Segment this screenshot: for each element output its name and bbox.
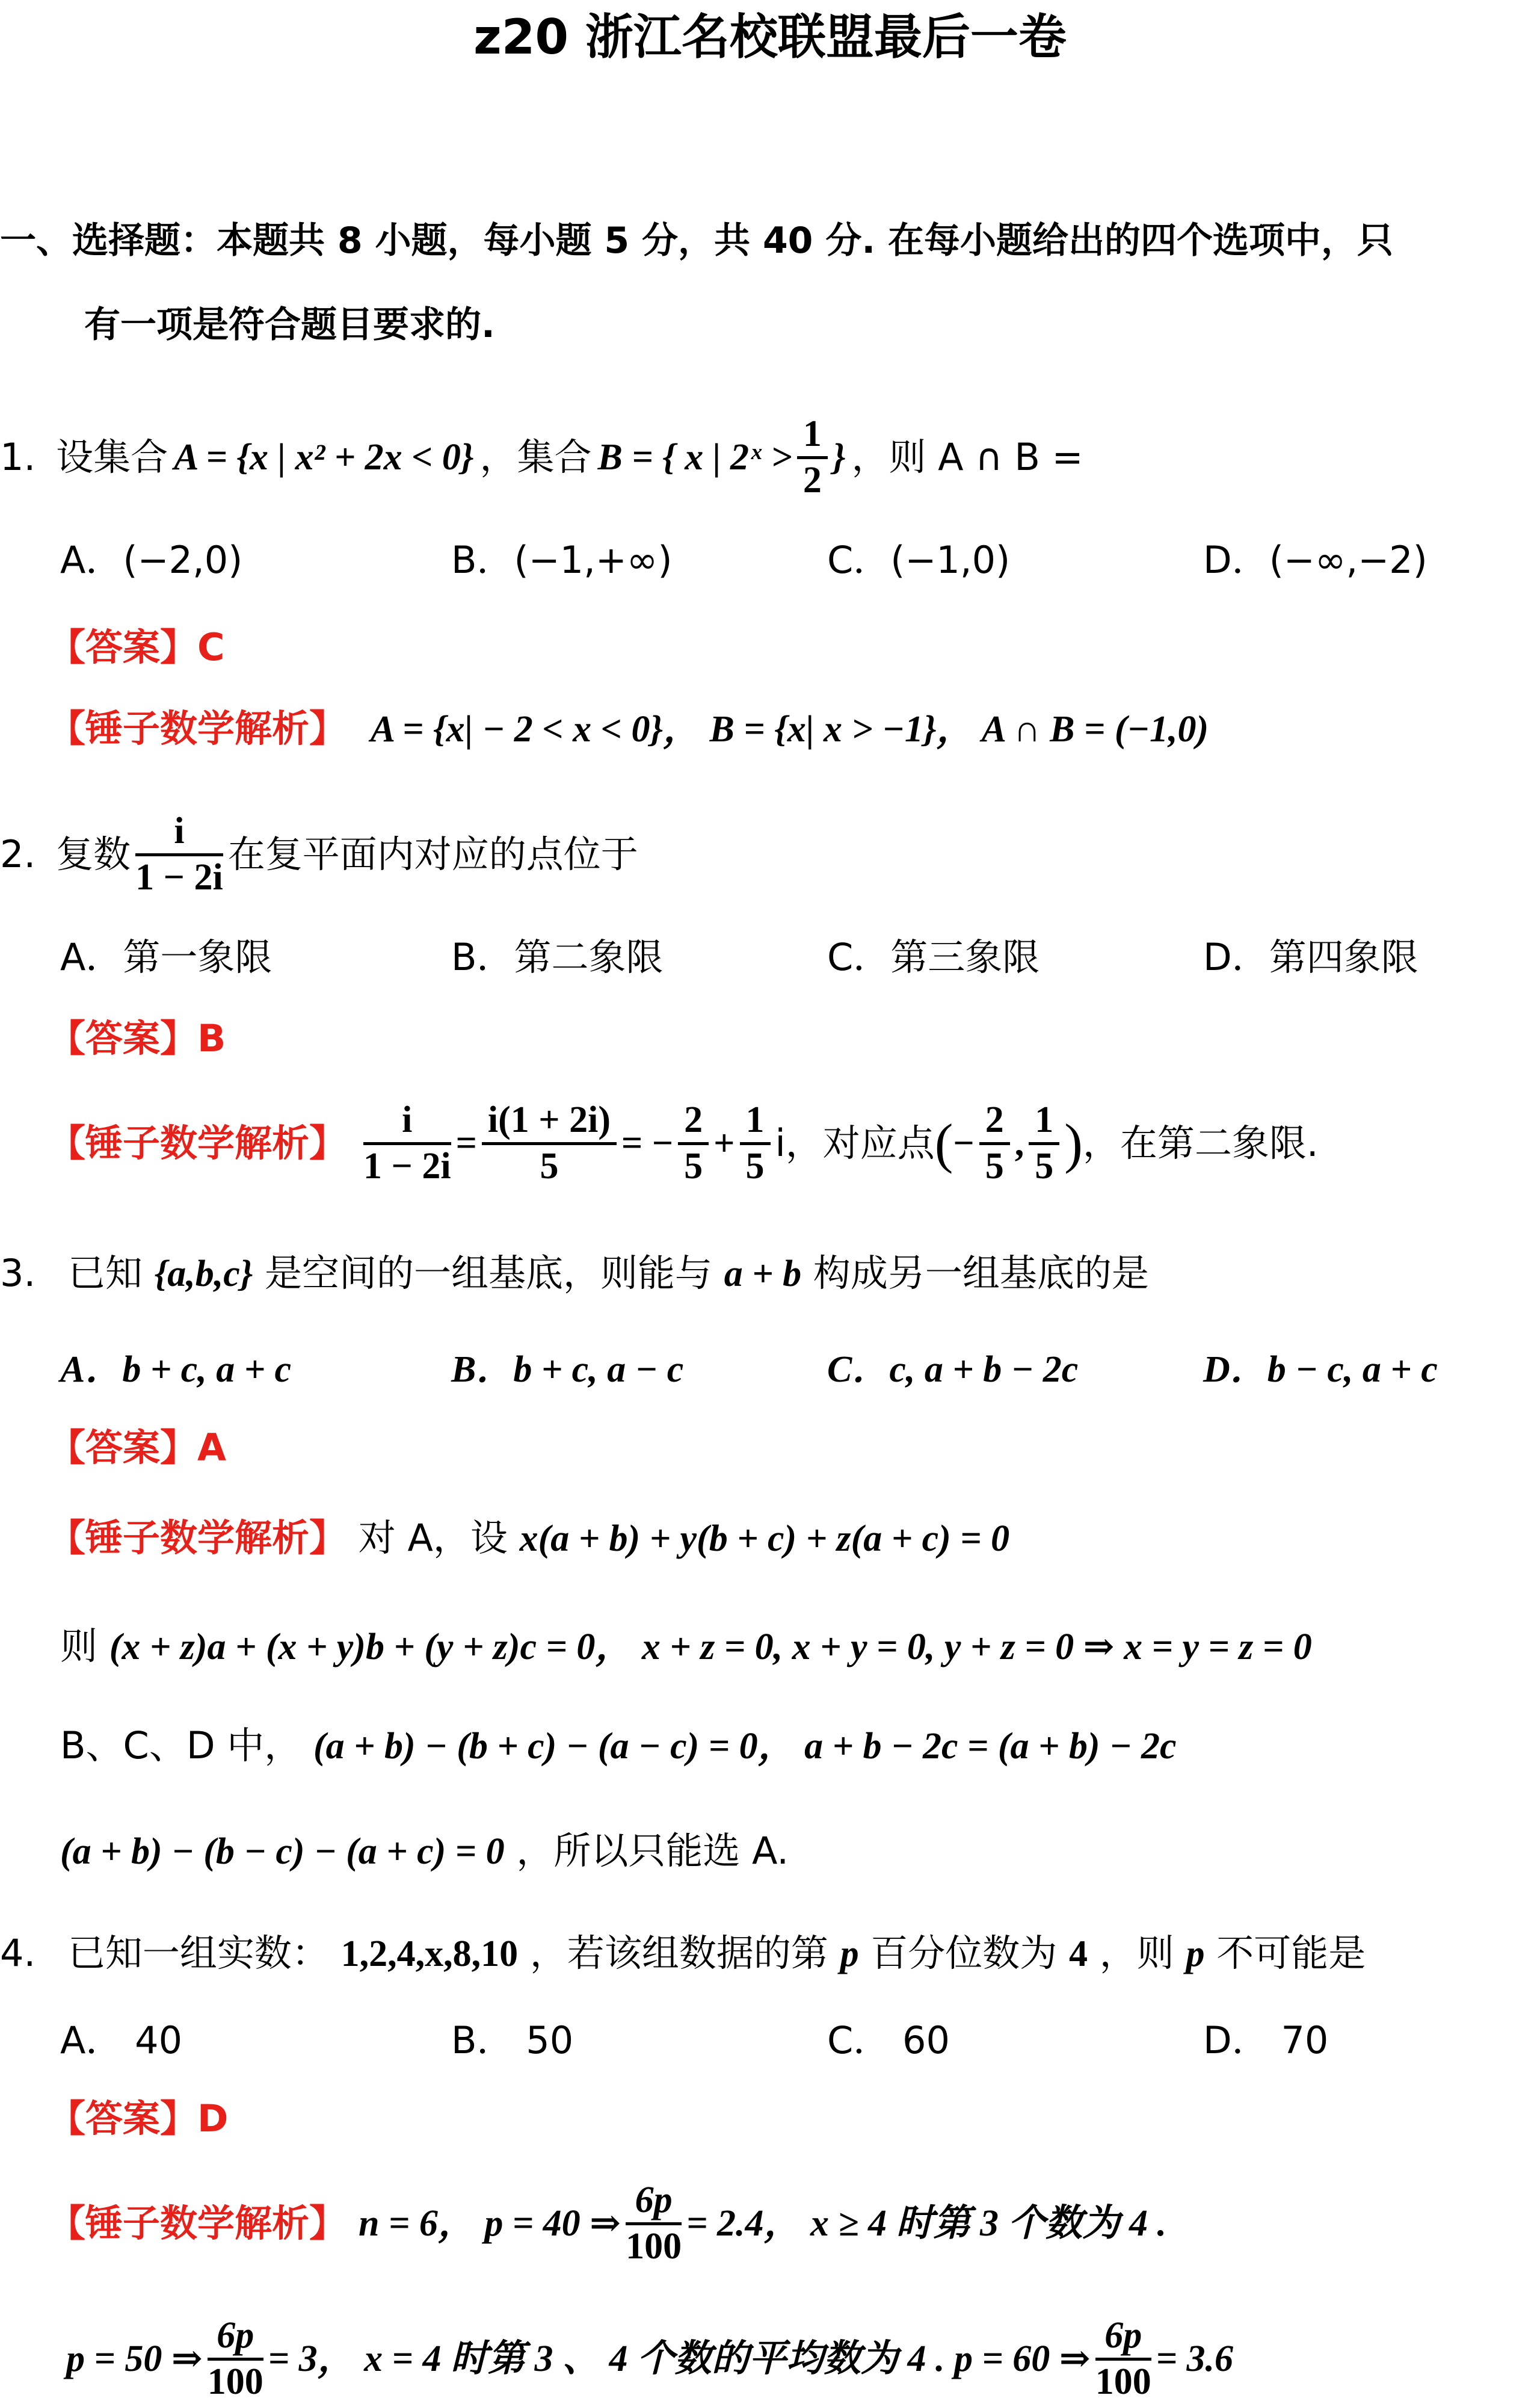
q4-analysis-line2-mid: = 3， x = 4 时第 3 、 4 个数的平均数为 4 . p = 60 ⇒ [268, 2338, 1091, 2379]
q3-analysis-line1-pre: 对 A，设 [358, 1516, 508, 1560]
q2-analysis-frac4-num: 1 [740, 1099, 771, 1145]
q4-analysis-line2-post: = 3.6 [1156, 2338, 1234, 2379]
q2-analysis-point-y [1029, 1099, 1059, 1188]
q3-option-c[interactable]: C．c, a + b − 2c [827, 1349, 1079, 1390]
q1-option-c[interactable]: C．(−1,0) [827, 538, 1011, 582]
q1-option-b[interactable]: B．(−1,+∞) [451, 538, 673, 582]
q3-answer-value: A [197, 1426, 226, 1469]
q2-analysis-frac2-den: 5 [540, 1145, 559, 1187]
q2-analysis-point-y-den: 5 [1035, 1145, 1054, 1187]
q2-analysis-frac4 [740, 1099, 771, 1188]
q4-option-a[interactable]: A． 40 [60, 2018, 183, 2062]
q4-option-b[interactable]: B． 50 [451, 2018, 574, 2062]
q3-analysis-line4-expr: (a + b) − (b − c) − (a + c) = 0 [60, 1831, 505, 1872]
q2-analysis-frac3 [678, 1099, 709, 1188]
q4-mid2: 百分位数为 [870, 1931, 1058, 1975]
q1-set-b-head: B = { x | 2ˣ > [597, 437, 792, 478]
q4-p: p [840, 1933, 859, 1974]
q3-answer [48, 1426, 226, 1469]
q1-analysis-label: 【锤子数学解析】 [48, 706, 347, 750]
q4-analysis-frac2 [208, 2314, 263, 2403]
q2-option-d[interactable]: D．第四象限 [1203, 935, 1418, 979]
q4-p2: p [1186, 1933, 1205, 1974]
q2-fraction-denominator: 1 − 2i [135, 856, 223, 898]
q3-analysis-line3 [60, 1723, 1177, 1767]
q4-number: 4. [0, 1931, 36, 1975]
q1-answer-value: C [197, 625, 225, 669]
q4-analysis-frac2-den: 100 [207, 2361, 263, 2402]
q1-fraction-denominator: 2 [802, 459, 822, 501]
section-header-line1: 一、选择题：本题共 8 小题，每小题 5 分，共 40 分. 在每小题给出的四个选项中，只 [0, 220, 1394, 262]
q3-set: {a,b,c} [154, 1253, 253, 1294]
q1-stem [0, 409, 1083, 505]
q4-answer-label: 【答案】 [48, 2096, 198, 2140]
q2-answer [48, 1016, 226, 1060]
q3-analysis-line3-pre: B、C、D 中， [60, 1723, 302, 1767]
q4-stem [0, 1931, 1366, 1975]
q2-analysis: 【锤子数学解析】 $\frac{i}{1 - 2i}$ = $\frac{i(1 + 2i)}{5}$ = − $\frac{2}{5}$ + $\frac{1}{5}$ i，对应点 ( − $\frac{2}{5}$ , $\frac{1}{5}$ ) ，在第二象限. [48, 1095, 1319, 1191]
q2-analysis-mid: i，对应点 [775, 1121, 935, 1165]
q4-analysis-line2-pre: p = 50 ⇒ [66, 2338, 203, 2379]
q3-analysis-line3-expr: (a + b) − (b + c) − (a − c) = 0， a + b − 2c = (a + b) − 2c [313, 1726, 1177, 1767]
q4-analysis-label: 【锤子数学解析】 [48, 2201, 347, 2245]
q2-pre: 复数 [56, 832, 131, 876]
q4-analysis-frac1 [626, 2179, 682, 2268]
q2-answer-value: B [197, 1016, 226, 1060]
q3-option-d[interactable]: D．b − c, a + c [1203, 1349, 1438, 1390]
q3-tail: 构成另一组基底的是 [813, 1251, 1149, 1295]
q4-analysis-frac1-den: 100 [626, 2225, 682, 2267]
q4-data: 1,2,4,x,8,10 [340, 1933, 519, 1974]
q2-tail: 在复平面内对应的点位于 [227, 832, 638, 876]
q4-analysis-line1 [48, 2178, 1166, 2269]
q2-answer-label: 【答案】 [48, 1016, 198, 1060]
q3-analysis-line2-pre: 则 [60, 1624, 98, 1668]
q4-option-d[interactable]: D． 70 [1203, 2018, 1329, 2062]
q2-analysis-point-y-num: 1 [1029, 1099, 1059, 1145]
q1-option-d[interactable]: D．(−∞,−2) [1203, 538, 1428, 582]
q1-analysis [48, 706, 1209, 750]
q4-analysis-frac3-num: 6p [1095, 2314, 1151, 2360]
q1-tail: ，则 A ∩ B = [851, 435, 1083, 479]
q4-mid: ，若该组数据的第 [529, 1931, 828, 1975]
q1-option-a[interactable]: A．(−2,0) [60, 538, 243, 582]
q1-analysis-text: A = {x| − 2 < x < 0}， B = {x| x > −1}， A ∩ B = (−1,0) [370, 709, 1209, 750]
q3-analysis-line2 [60, 1624, 1312, 1668]
q2-analysis-point-x-num: 2 [979, 1099, 1010, 1145]
q2-option-b[interactable]: B．第二象限 [451, 935, 664, 979]
q2-analysis-frac1 [363, 1099, 451, 1188]
q3-stem [0, 1251, 1149, 1295]
q3-analysis-line2-expr: (x + z)a + (x + y)b + (y + z)c = 0， x + z = 0, x + y = 0, y + z = 0 ⇒ x = y = z = 0 [109, 1627, 1312, 1667]
q4-analysis-frac1-num: 6p [626, 2179, 682, 2225]
q2-analysis-frac1-num: i [363, 1099, 451, 1145]
q2-analysis-label: 【锤子数学解析】 [48, 1121, 347, 1165]
q1-mid: ，集合 [479, 435, 592, 479]
q4-analysis-frac3-den: 100 [1095, 2361, 1151, 2402]
q3-analysis-line1 [48, 1516, 1010, 1560]
q1-fraction-numerator: 1 [797, 413, 828, 459]
q4-mid3: ，则 [1099, 1931, 1174, 1975]
q2-option-c[interactable]: C．第三象限 [827, 935, 1040, 979]
q2-analysis-tail: ，在第二象限. [1082, 1121, 1319, 1165]
q3-analysis-label: 【锤子数学解析】 [48, 1516, 347, 1560]
q4-analysis-line1-pre: n = 6， p = 40 ⇒ [359, 2203, 621, 2244]
q2-analysis-frac2-num: i(1 + 2i) [482, 1099, 617, 1145]
q3-analysis-line1-expr: x(a + b) + y(b + c) + z(a + c) = 0 [519, 1518, 1010, 1559]
q1-pre: 设集合 [56, 435, 168, 479]
q3-expr: a + b [724, 1253, 802, 1294]
q3-mid: 是空间的一组基底，则能与 [265, 1251, 713, 1295]
q3-analysis-line4-tail: ，所以只能选 A. [516, 1829, 789, 1873]
q3-analysis-line4 [60, 1829, 789, 1873]
q2-fraction [135, 810, 223, 899]
q4-pre: 已知一组实数： [67, 1931, 329, 1975]
q4-answer-value: D [197, 2096, 229, 2140]
q2-option-a[interactable]: A．第一象限 [60, 935, 273, 979]
q2-analysis-frac2 [482, 1099, 617, 1188]
q2-number: 2. [0, 832, 36, 876]
q3-answer-label: 【答案】 [48, 1426, 198, 1469]
q3-option-a[interactable]: A．b + c, a + c [60, 1349, 292, 1390]
q1-number: 1. [0, 435, 36, 479]
q1-set-b-tail: } [832, 437, 846, 478]
q2-analysis-point-x [979, 1099, 1010, 1188]
page-title: z20 浙江名校联盟最后一卷 [473, 9, 1067, 65]
q3-pre: 已知 [67, 1251, 143, 1295]
section-header-line2: 有一项是符合题目要求的. [84, 304, 495, 346]
q2-analysis-point-x-den: 5 [985, 1145, 1004, 1187]
q4-analysis-frac2-num: 6p [208, 2314, 263, 2360]
q4-option-c[interactable]: C． 60 [827, 2018, 950, 2062]
q1-fraction [797, 413, 828, 502]
q4-analysis-line2 [66, 2314, 1233, 2404]
q3-option-b[interactable]: B．b + c, a − c [451, 1349, 684, 1390]
q4-analysis-line1-post: = 2.4， x ≥ 4 时第 3 个数为 4 . [686, 2203, 1166, 2244]
q2-analysis-frac3-num: 2 [678, 1099, 709, 1145]
q4-four: 4 [1069, 1933, 1088, 1974]
q4-tail: 不可能是 [1216, 1931, 1366, 1975]
q4-analysis-frac3 [1095, 2314, 1151, 2403]
q2-analysis-frac3-den: 5 [684, 1145, 703, 1187]
q2-fraction-numerator: i [135, 810, 223, 856]
q4-answer [48, 2096, 229, 2140]
q2-stem [0, 809, 638, 900]
q1-answer [48, 625, 225, 669]
q2-analysis-frac4-den: 5 [745, 1145, 765, 1187]
q2-analysis-frac1-den: 1 − 2i [363, 1145, 451, 1187]
q1-answer-label: 【答案】 [48, 625, 198, 669]
q1-set-a: A = {x | x² + 2x < 0} [174, 437, 474, 478]
q3-number: 3. [0, 1251, 36, 1295]
